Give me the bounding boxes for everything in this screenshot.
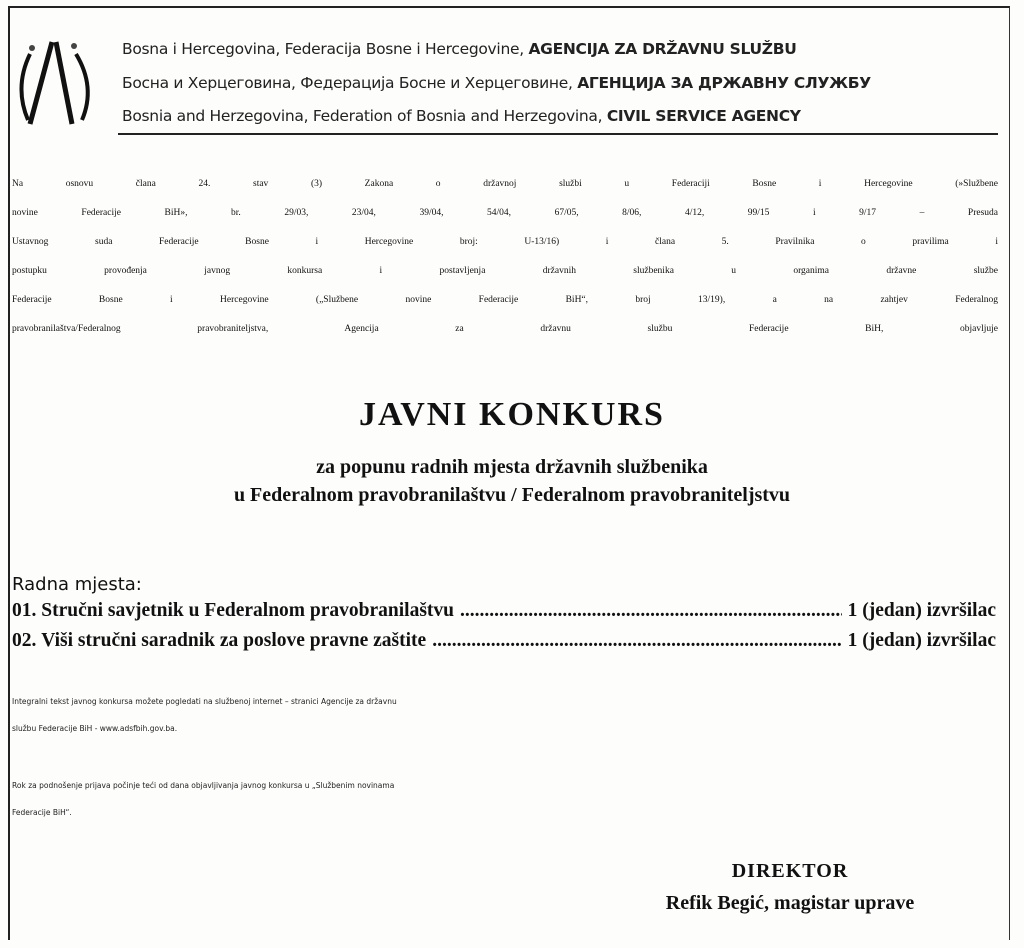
subtitle-line-2: u Federalnom pravobranilaštvu / Federalnom pravobraniteljstvu bbox=[233, 484, 791, 506]
signature-name: Refik Begić, magistar uprave bbox=[665, 892, 915, 914]
dot-leader bbox=[460, 600, 842, 622]
agency-logo-icon bbox=[12, 32, 102, 132]
dot-leader bbox=[432, 630, 841, 652]
page-title: JAVNI KONKURS bbox=[359, 396, 665, 433]
position-number: 01. bbox=[12, 600, 37, 621]
info-paragraph bbox=[12, 688, 998, 742]
deadline-line: Federacije BiH“. bbox=[12, 808, 72, 817]
position-number: 02. bbox=[12, 630, 37, 651]
info-line: službu Federacije BiH - www.adsfbih.gov.ba. bbox=[12, 724, 178, 733]
deadline-paragraph bbox=[12, 772, 998, 826]
positions-label: Radna mjesta: bbox=[12, 574, 142, 595]
position-count: 1 (jedan) izvršilac bbox=[847, 630, 996, 651]
header-line-sr: Босна и Херцеговина, Федерација Босне и Херцеговине, АГЕНЦИЈА ЗА ДРЖАВНУ СЛУЖБУ bbox=[122, 74, 871, 92]
deadline-line: Rok za podnošenje prijava počinje teći od dana objavljivanja javnog konkursa u „Službenim novinama bbox=[12, 781, 395, 790]
intro-line: Na osnovu člana 24. stav (3) Zakona o državnoj službi u Federaciji Bosne i Hercegovine (»Službene bbox=[12, 179, 998, 189]
subtitle-line-1: za popunu radnih mjesta državnih službenika bbox=[316, 456, 708, 478]
position-count: 1 (jedan) izvršilac bbox=[847, 600, 996, 621]
intro-line: Federacije Bosne i Hercegovine („Službene novine Federacije BiH“, broj 13/19), a na zahtjev Federalnog bbox=[12, 295, 998, 305]
intro-paragraph bbox=[12, 170, 998, 344]
position-title: Viši stručni saradnik za poslove pravne zaštite bbox=[41, 630, 427, 651]
intro-line: pravobranilaštva/Federalnog pravobraniteljstva, Agencija za državnu službu Federacije BiH, objavljuje bbox=[12, 324, 998, 334]
intro-line: novine Federacije BiH», br. 29/03, 23/04, 39/04, 54/04, 67/05, 8/06, 4/12, 99/15 i 9/17 – Presuda bbox=[12, 208, 998, 218]
intro-line: Ustavnog suda Federacije Bosne i Hercegovine broj: U-13/16) i člana 5. Pravilnika o pravilima i bbox=[12, 237, 998, 247]
info-line: Integralni tekst javnog konkursa možete pogledati na službenoj internet – stranici Agencije za državnu bbox=[12, 697, 397, 706]
header-line-en: Bosnia and Herzegovina, Federation of Bosnia and Herzegovina, CIVIL SERVICE AGENCY bbox=[122, 107, 801, 125]
position-item bbox=[12, 600, 996, 622]
position-title: Stručni savjetnik u Federalnom pravobranilaštvu bbox=[41, 600, 455, 621]
header-line-bs: Bosna i Hercegovina, Federacija Bosne i Hercegovine, AGENCIJA ZA DRŽAVNU SLUŽBU bbox=[122, 40, 797, 58]
header-divider bbox=[118, 133, 998, 135]
signature-role: DIREKTOR bbox=[731, 860, 849, 882]
position-item bbox=[12, 630, 996, 652]
intro-line: postupku provođenja javnog konkursa i postavljenja državnih službenika u organima državne službe bbox=[12, 266, 998, 276]
